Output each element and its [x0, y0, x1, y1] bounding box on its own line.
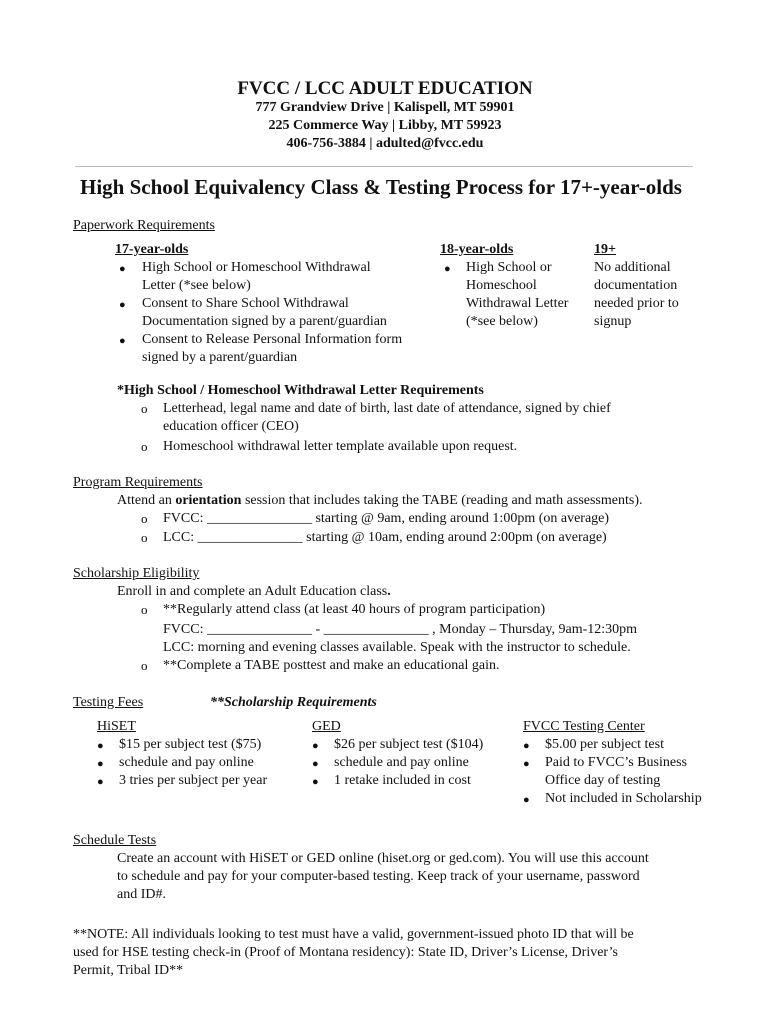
circle-bullet-icon: o: [141, 602, 148, 617]
bullet-icon: ●: [97, 758, 104, 770]
program-intro: Attend an orientation session that includes taking the TABE (reading and math assessments).: [117, 493, 643, 508]
ged-item: 1 retake included in cost: [334, 773, 471, 788]
col18-line: Withdrawal Letter: [466, 296, 569, 311]
fvcc-center-heading: FVCC Testing Center: [523, 719, 645, 734]
bullet-icon: ●: [97, 740, 104, 752]
contact-info: 406-756-3884 | adulted@fvcc.edu: [286, 136, 484, 151]
address-kalispell: 777 Grandview Drive | Kalispell, MT 59901: [255, 100, 515, 115]
ged-item: $26 per subject test ($104): [334, 737, 484, 752]
circle-bullet-icon: o: [141, 530, 148, 545]
circle-bullet-icon: o: [141, 658, 148, 673]
scholarship-heading: Scholarship Eligibility: [73, 566, 200, 581]
circle-bullet-icon: o: [141, 511, 148, 526]
fvcc-center-line: Not included in Scholarship: [545, 791, 702, 806]
col19-line: No additional: [594, 260, 671, 275]
bullet-icon: ●: [119, 263, 126, 275]
program-heading: Program Requirements: [73, 475, 203, 490]
program-fvcc: FVCC: _______________ starting @ 9am, ending around 1:00pm (on average): [163, 511, 610, 526]
scholarship-line: LCC: morning and evening classes available. Speak with the instructor to schedule.: [163, 640, 631, 655]
circle-bullet-icon: o: [141, 439, 148, 454]
header-divider: [75, 166, 693, 167]
bullet-icon: ●: [523, 758, 530, 770]
col19-line: needed prior to: [594, 296, 679, 311]
ged-item: schedule and pay online: [334, 755, 469, 770]
withdrawal-line: Letterhead, legal name and date of birth, last date of attendance, signed by chief: [163, 401, 611, 416]
schedule-line: Create an account with HiSET or GED online (hiset.org or ged.com). You will use this account: [117, 851, 649, 866]
col18-line: Homeschool: [466, 278, 537, 293]
circle-bullet-icon: o: [141, 401, 148, 416]
col17-line: Documentation signed by a parent/guardian: [142, 314, 387, 329]
bullet-icon: ●: [119, 335, 126, 347]
bullet-icon: ●: [523, 740, 530, 752]
schedule-heading: Schedule Tests: [73, 833, 157, 848]
col17-heading: 17-year-olds: [115, 242, 189, 257]
address-libby: 225 Commerce Way | Libby, MT 59923: [268, 118, 502, 133]
bullet-icon: ●: [312, 758, 319, 770]
fvcc-center-line: Office day of testing: [545, 773, 661, 788]
col19-heading: 19+: [594, 242, 616, 257]
scholarship-note: **Scholarship Requirements: [210, 695, 377, 710]
hiset-item: $15 per subject test ($75): [119, 737, 262, 752]
withdrawal-line: education officer (CEO): [163, 419, 299, 434]
col17-line: Letter (*see below): [142, 278, 251, 293]
bullet-icon: ●: [119, 299, 126, 311]
hiset-item: schedule and pay online: [119, 755, 254, 770]
hiset-item: 3 tries per subject per year: [119, 773, 268, 788]
scholarship-intro: Enroll in and complete an Adult Education class.: [117, 584, 391, 599]
program-lcc: LCC: _______________ starting @ 10am, ending around 2:00pm (on average): [163, 530, 607, 545]
main-title: High School Equivalency Class & Testing Process for 17+-year-olds: [80, 175, 682, 199]
col19-line: documentation: [594, 278, 678, 293]
schedule-line: and ID#.: [117, 887, 166, 902]
col18-line: High School or: [466, 260, 552, 275]
col17-line: Consent to Release Personal Information form: [142, 332, 403, 347]
withdrawal-line: Homeschool withdrawal letter template available upon request.: [163, 439, 518, 454]
col17-line: Consent to Share School Withdrawal: [142, 296, 349, 311]
hiset-heading: HiSET: [97, 719, 136, 734]
col17-line: signed by a parent/guardian: [142, 350, 298, 365]
scholarship-line: **Regularly attend class (at least 40 hours of program participation): [163, 602, 546, 617]
bullet-icon: ●: [523, 794, 530, 806]
note-line: Permit, Tribal ID**: [73, 963, 184, 978]
paperwork-heading: Paperwork Requirements: [73, 218, 215, 233]
schedule-line: to schedule and pay for your computer-based testing. Keep track of your username, password: [117, 869, 640, 884]
scholarship-line: FVCC: _______________ - _______________ , Monday – Thursday, 9am-12:30pm: [163, 622, 638, 637]
col17-line: High School or Homeschool Withdrawal: [142, 260, 371, 275]
scholarship-line: **Complete a TABE posttest and make an educational gain.: [163, 658, 500, 673]
fvcc-center-line: $5.00 per subject test: [545, 737, 664, 752]
bullet-icon: ●: [97, 776, 104, 788]
note-line: used for HSE testing check-in (Proof of Montana residency): State ID, Driver’s License, Driver’s: [73, 945, 618, 960]
fvcc-center-line: Paid to FVCC’s Business: [545, 755, 687, 770]
col18-line: (*see below): [466, 314, 538, 329]
col19-line: signup: [594, 314, 632, 329]
bullet-icon: ●: [312, 776, 319, 788]
ged-heading: GED: [312, 719, 341, 734]
bullet-icon: ●: [312, 740, 319, 752]
bullet-icon: ●: [444, 263, 451, 275]
org-title: FVCC / LCC ADULT EDUCATION: [237, 78, 533, 99]
note-line: **NOTE: All individuals looking to test must have a valid, government-issued photo ID that will be: [73, 927, 634, 942]
withdrawal-heading: *High School / Homeschool Withdrawal Letter Requirements: [117, 383, 484, 398]
fees-heading: Testing Fees: [73, 695, 144, 710]
col18-heading: 18-year-olds: [440, 242, 514, 257]
